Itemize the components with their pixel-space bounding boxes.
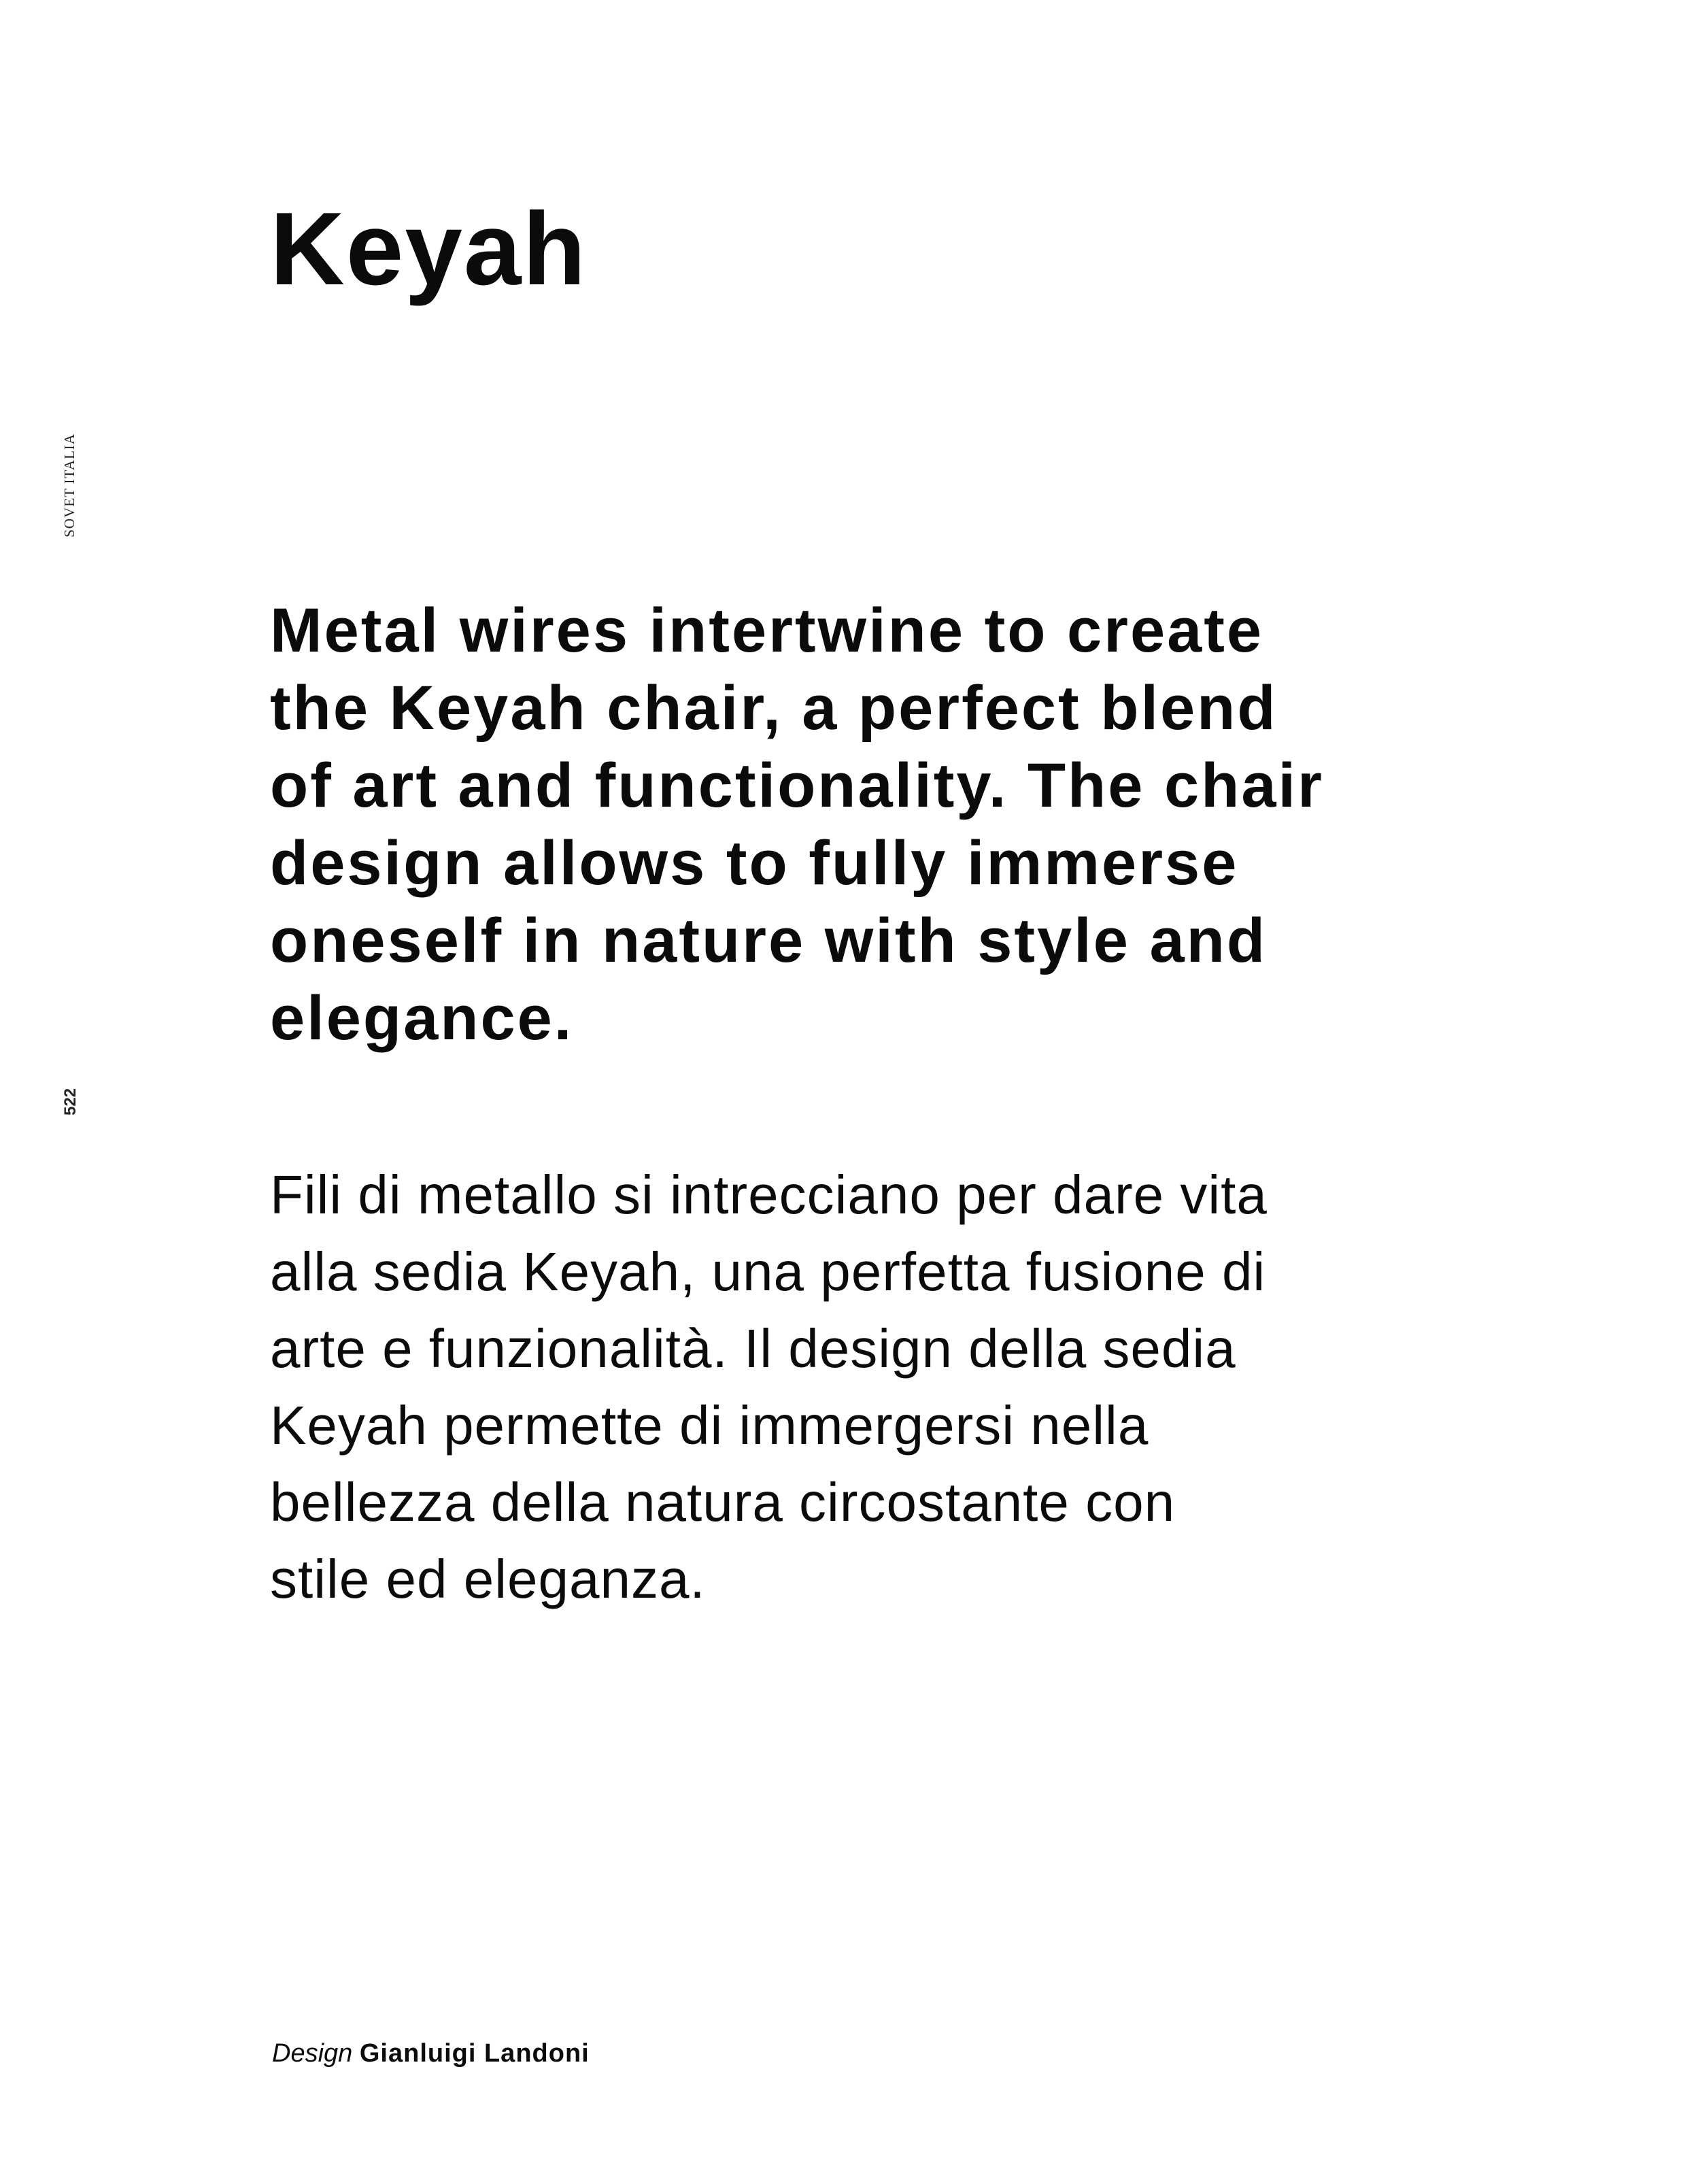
description-english-line: the Keyah chair, a perfect blend bbox=[270, 673, 1278, 743]
brand-label: SOVET ITALIA bbox=[61, 433, 78, 537]
description-italian-line: Keyah permette di immergersi nella bbox=[270, 1395, 1149, 1456]
description-english-line: of art and functionality. The chair bbox=[270, 751, 1324, 820]
design-credit bbox=[272, 2040, 590, 2066]
description-italian-line: arte e funzionalità. Il design della sedia bbox=[270, 1318, 1236, 1379]
description-english-line: Metal wires intertwine to create bbox=[270, 596, 1264, 665]
description-italian-line: alla sedia Keyah, una perfetta fusione di bbox=[270, 1241, 1266, 1302]
credit-label: Design bbox=[272, 2039, 353, 2068]
page-number: 522 bbox=[61, 1088, 80, 1115]
description-english bbox=[270, 592, 1480, 1057]
description-italian bbox=[270, 1156, 1480, 1617]
description-italian-line: bellezza della natura circostante con bbox=[270, 1472, 1176, 1532]
description-italian-line: Fili di metallo si intrecciano per dare vita bbox=[270, 1164, 1268, 1225]
description-english-line: design allows to fully immerse bbox=[270, 828, 1239, 898]
description-english-line: elegance. bbox=[270, 984, 574, 1053]
designer-name: Gianluigi Landoni bbox=[359, 2039, 590, 2068]
page-title: Keyah bbox=[270, 191, 588, 307]
description-english-line: oneself in nature with style and bbox=[270, 906, 1268, 975]
description-italian-line: stile ed eleganza. bbox=[270, 1549, 706, 1609]
